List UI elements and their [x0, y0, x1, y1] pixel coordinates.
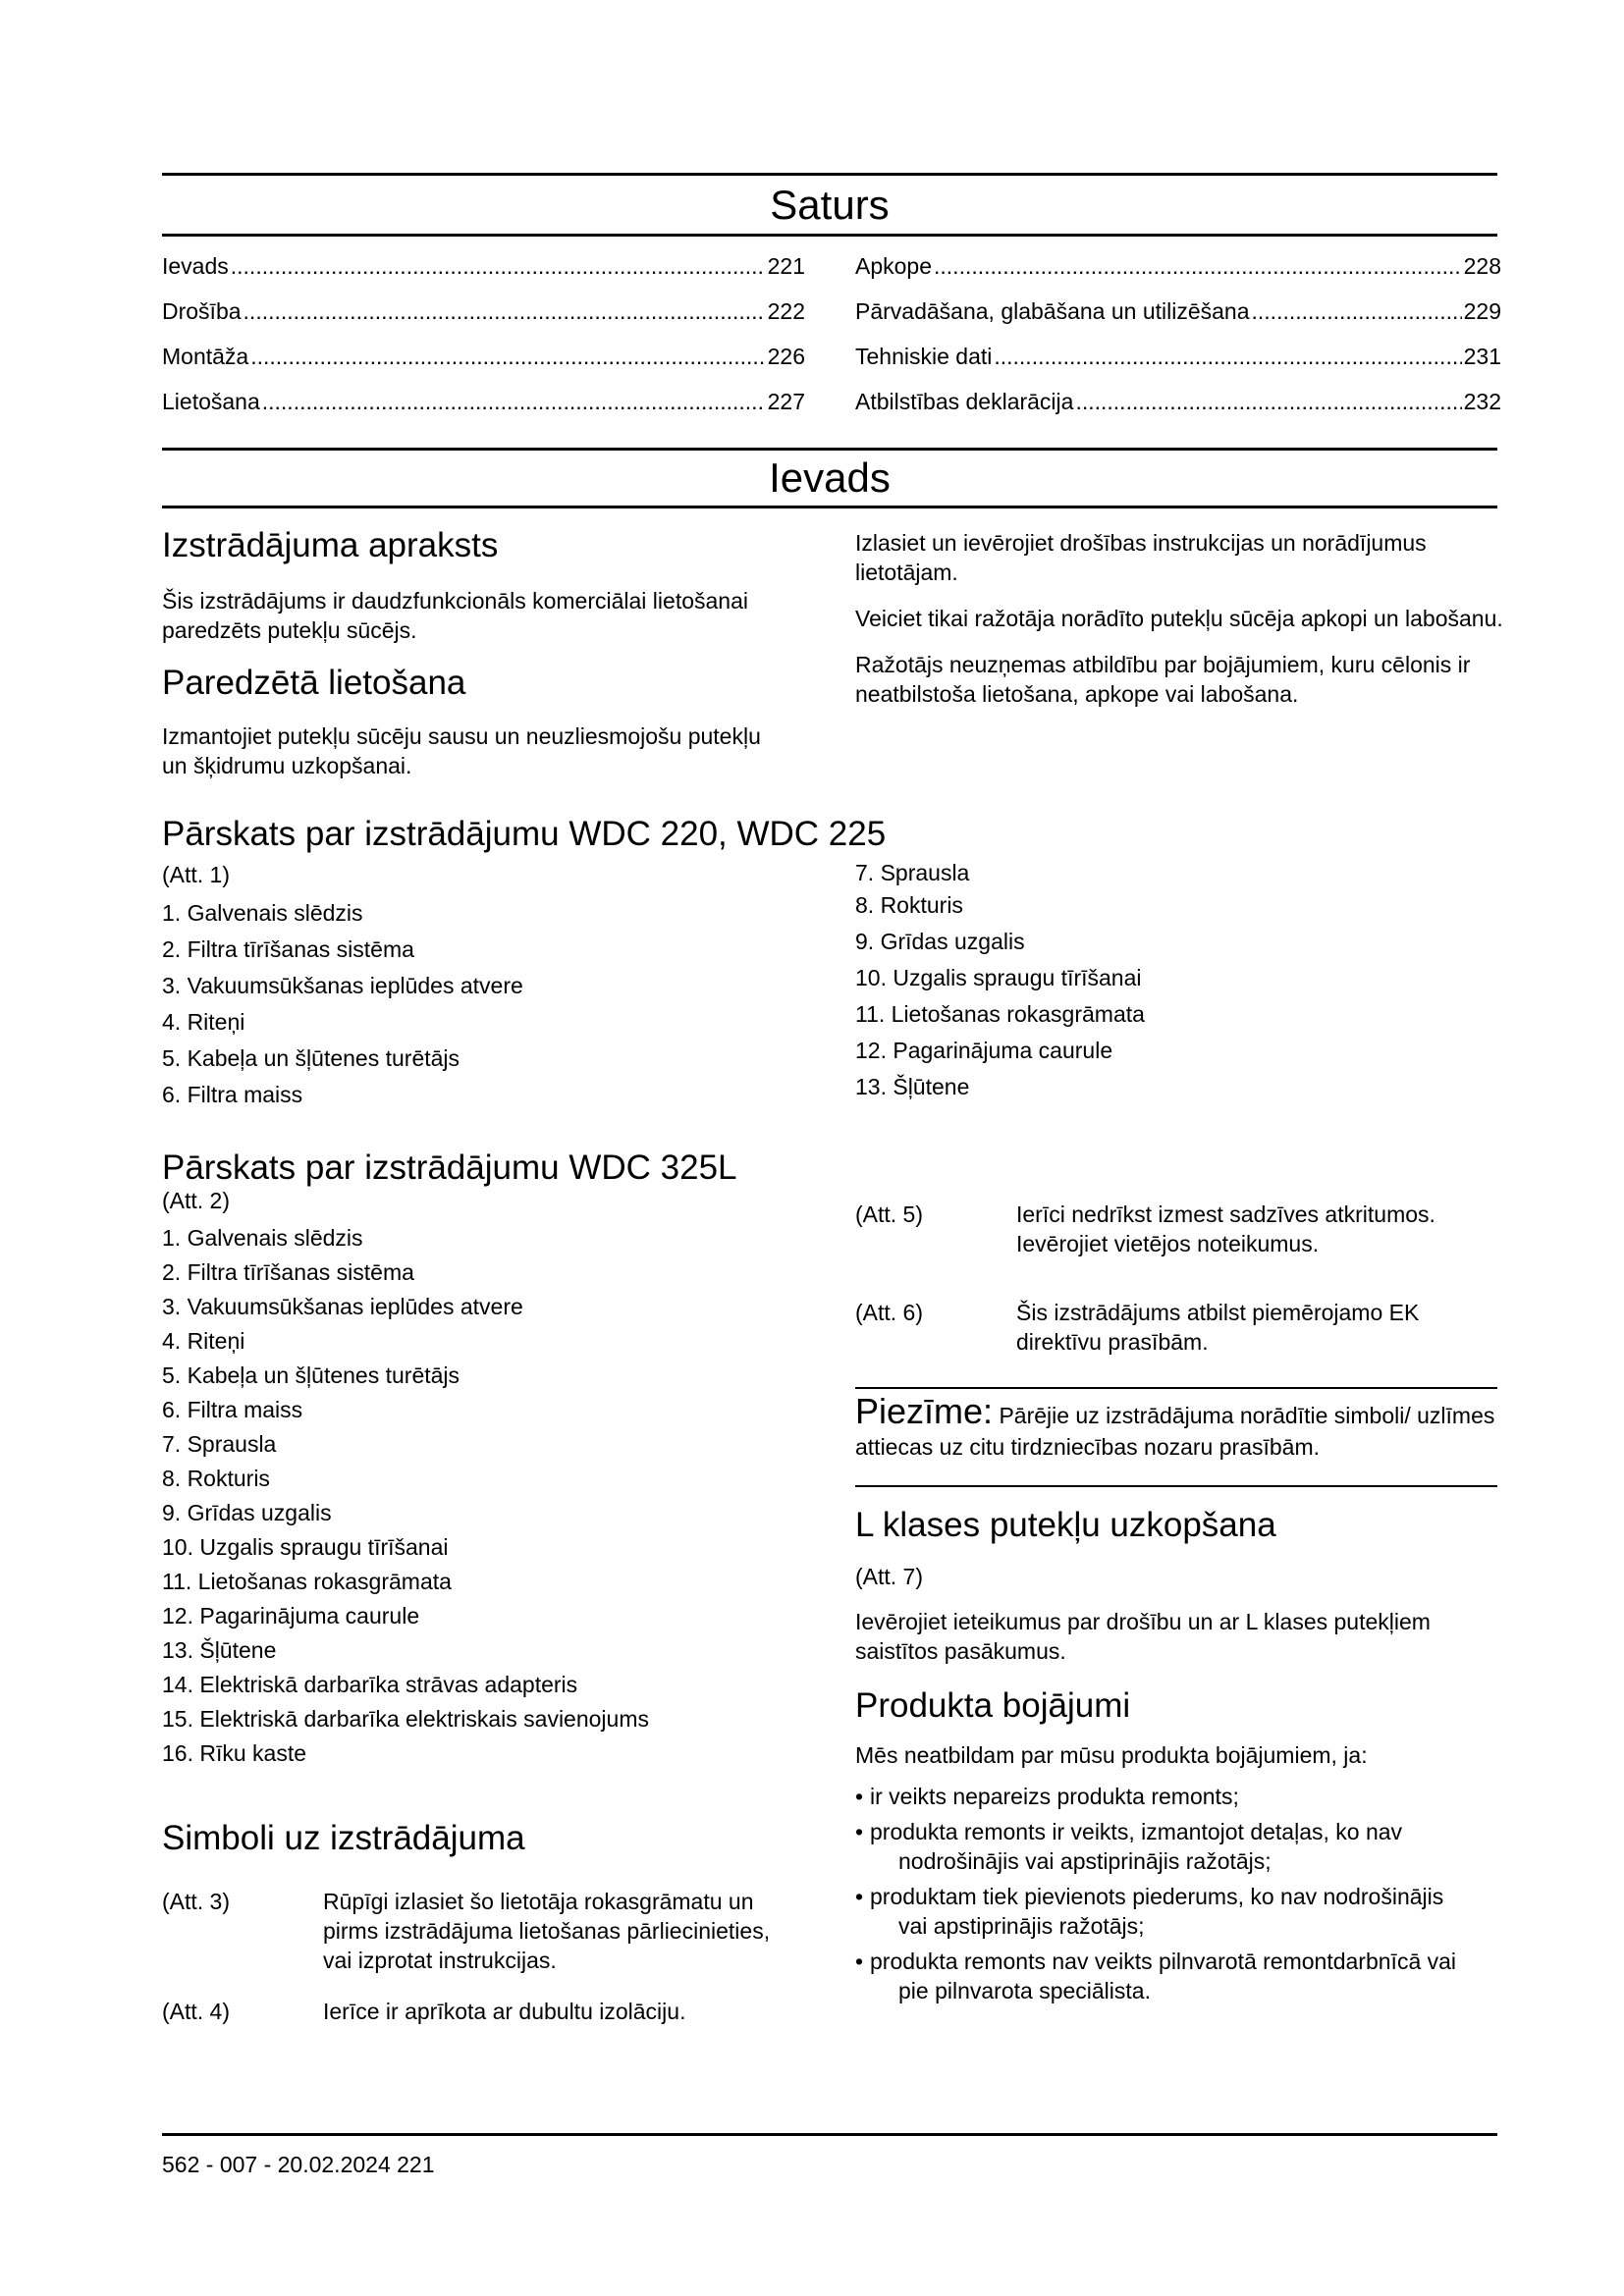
- symbols-section: [162, 1818, 810, 2026]
- note: [855, 1391, 1497, 1463]
- list-item: 2. Filtra tīrīšanas sistēma: [162, 1259, 414, 1285]
- toc-entry[interactable]: Atbilstības deklarācija ..... 232: [855, 387, 1501, 432]
- list-item: • produkta remonts ir veikts, izmantojot detaļas, ko nav nodrošinājis vai apstiprinājis ražotājs;: [855, 1819, 1403, 1874]
- page-footer: 562 - 007 - 20.02.2024 221: [162, 2152, 435, 2177]
- l-class-section: [855, 1505, 1503, 2011]
- overview1-right: [855, 858, 1503, 1105]
- symbol-entry: [855, 1200, 1503, 1258]
- intro-bottom-rule: [162, 506, 1497, 508]
- list-item: 5. Kabeļa un šļūtenes turētājs: [162, 1362, 460, 1388]
- symbol-text: Rūpīgi izlasiet šo lietotāja rokasgrāmatu un pirms izstrādājuma lietošanas pārliecinieties, vai izprotat instrukcijas.: [323, 1889, 771, 1973]
- intro-top-rule: [162, 448, 1497, 451]
- list-item: 6. Filtra maiss: [162, 1397, 303, 1422]
- intro-title: Ievads: [769, 454, 891, 501]
- list-item: 3. Vakuumsūkšanas ieplūdes atvere: [162, 973, 523, 998]
- intro-right-column: [855, 528, 1503, 709]
- list-item: 12. Pagarinājuma caurule: [855, 1038, 1113, 1063]
- toc-entry[interactable]: Pārvadāšana, glabāšana un utilizēšana ..... 229: [855, 296, 1501, 342]
- damage-intro: Mēs neatbildam par mūsu produkta bojājumiem, ja:: [855, 1742, 1368, 1768]
- toc-entry[interactable]: Montāža ..... 226: [162, 342, 805, 387]
- overview1-list-right: [855, 858, 1503, 1105]
- symbol-entry: [162, 1887, 810, 1975]
- list-item: 2. Filtra tīrīšanas sistēma: [162, 936, 414, 962]
- overview2-list: [162, 1221, 810, 1771]
- list-item: 11. Lietošanas rokasgrāmata: [855, 1001, 1145, 1027]
- list-item: • produktam tiek pievienots piederums, ko nav nodrošinājis vai apstiprinājis ražotājs;: [855, 1884, 1444, 1939]
- symbols-right: [855, 1200, 1503, 1357]
- symbol-figure-ref: (Att. 3): [162, 1889, 231, 1914]
- intro-paragraph: Izlasiet un ievērojiet drošības instrukcijas un norādījumus lietotājam.: [855, 530, 1427, 585]
- bullet: •: [855, 1819, 864, 1844]
- list-item: 16. Rīku kaste: [162, 1740, 307, 1766]
- intro-left-column: [162, 525, 810, 780]
- list-item: 9. Grīdas uzgalis: [855, 929, 1025, 954]
- list-item: 10. Uzgalis spraugu tīrīšanai: [855, 965, 1142, 990]
- list-item: 1. Galvenais slēdzis: [162, 900, 363, 926]
- list-item: 11. Lietošanas rokasgrāmata: [162, 1569, 452, 1594]
- footer-rule: [162, 2133, 1497, 2136]
- overview1-left: [162, 860, 810, 1113]
- toc-entry[interactable]: Tehniskie dati ..... 231: [855, 342, 1501, 387]
- toc-entry[interactable]: Ievads ..... 221: [162, 251, 805, 296]
- list-item: 5. Kabeļa un šļūtenes turētājs: [162, 1045, 460, 1071]
- list-item: 7. Sprausla: [855, 860, 970, 885]
- list-item: 15. Elektriskā darbarīka elektriskais savienojums: [162, 1706, 649, 1732]
- symbol-figure-ref: (Att. 6): [855, 1300, 924, 1325]
- l-class-figure-ref: (Att. 7): [855, 1564, 924, 1589]
- list-item: 8. Rokturis: [855, 892, 963, 918]
- contents-right-column: [855, 251, 1501, 432]
- damage-heading: Produkta bojājumi: [855, 1686, 1131, 1725]
- symbol-figure-ref: (Att. 5): [855, 1201, 924, 1227]
- note-bottom-rule: [855, 1485, 1497, 1487]
- intro-paragraph: Veiciet tikai ražotāja norādīto putekļu sūcēja apkopi un labošanu.: [855, 606, 1503, 631]
- list-item: • ir veikts nepareizs produkta remonts;: [855, 1784, 1239, 1809]
- contents-title: Saturs: [770, 182, 890, 228]
- list-item: 14. Elektriskā darbarīka strāvas adapteris: [162, 1672, 578, 1697]
- symbol-text: Ierīci nedrīkst izmest sadzīves atkritumos. Ievērojiet vietējos noteikumus.: [1016, 1201, 1435, 1256]
- toc-entry[interactable]: Drošība ..... 222: [162, 296, 805, 342]
- symbol-text: Ierīce ir aprīkota ar dubultu izolāciju.: [323, 1999, 686, 2024]
- product-description-heading: Izstrādājuma apraksts: [162, 526, 499, 564]
- overview1-heading: Pārskats par izstrādājumu WDC 220, WDC 225: [162, 815, 887, 853]
- bullet: •: [855, 1949, 864, 1974]
- list-item: 12. Pagarinājuma caurule: [162, 1603, 420, 1629]
- symbol-figure-ref: (Att. 4): [162, 1999, 231, 2024]
- note-label: Piezīme:: [855, 1391, 994, 1431]
- list-item: 1. Galvenais slēdzis: [162, 1225, 363, 1251]
- damage-list: [855, 1782, 1464, 2005]
- symbols-heading: Simboli uz izstrādājuma: [162, 1819, 525, 1857]
- toc-entry[interactable]: Lietošana ..... 227: [162, 387, 805, 432]
- symbol-entry: [855, 1298, 1503, 1357]
- symbol-text: Šis izstrādājums atbilst piemērojamo EK direktīvu prasībām.: [1016, 1300, 1420, 1355]
- list-item: 9. Grīdas uzgalis: [162, 1500, 332, 1525]
- bullet: •: [855, 1784, 864, 1809]
- list-item: 7. Sprausla: [162, 1431, 277, 1457]
- list-item: 4. Riteņi: [162, 1009, 245, 1035]
- toc-entry[interactable]: Apkope ..... 228: [855, 251, 1501, 296]
- overview2-section: [162, 1148, 810, 1771]
- overview1-figure-ref: (Att. 1): [162, 862, 231, 887]
- overview1-list-left: [162, 895, 810, 1113]
- contents-top-rule: [162, 173, 1497, 176]
- list-item: 10. Uzgalis spraugu tīrīšanai: [162, 1534, 449, 1560]
- intended-use-text: Izmantojiet putekļu sūcēju sausu un neuzliesmojošu putekļu un šķidrumu uzkopšanai.: [162, 723, 761, 778]
- l-class-text: Ievērojiet ieteikumus par drošību un ar L klases putekļiem saistītos pasākumus.: [855, 1609, 1431, 1664]
- overview2-heading: Pārskats par izstrādājumu WDC 325L: [162, 1148, 737, 1187]
- symbol-entry: [162, 1997, 810, 2026]
- intended-use-heading: Paredzētā lietošana: [162, 664, 466, 702]
- list-item: 13. Šļūtene: [855, 1074, 970, 1099]
- bullet: •: [855, 1884, 864, 1909]
- list-item: 13. Šļūtene: [162, 1637, 277, 1663]
- overview2-figure-ref: (Att. 2): [162, 1188, 231, 1213]
- contents-bottom-rule: [162, 234, 1497, 237]
- product-description-text: Šis izstrādājums ir daudzfunkcionāls komerciālai lietošanai paredzēts putekļu sūcējs.: [162, 588, 748, 643]
- list-item: 3. Vakuumsūkšanas ieplūdes atvere: [162, 1294, 523, 1319]
- list-item: 8. Rokturis: [162, 1466, 270, 1491]
- note-text: Pārējie uz izstrādājuma norādītie simboli/ uzlīmes attiecas uz citu tirdzniecības nozaru prasībām.: [855, 1403, 1495, 1460]
- list-item: 6. Filtra maiss: [162, 1082, 303, 1107]
- note-top-rule: [855, 1387, 1497, 1389]
- intro-paragraph: Ražotājs neuzņemas atbildību par bojājumiem, kuru cēlonis ir neatbilstoša lietošana, apkope vai labošana.: [855, 652, 1471, 707]
- contents-left-column: [162, 251, 805, 432]
- list-item: • produkta remonts nav veikts pilnvarotā remontdarbnīcā vai pie pilnvarota speciālista.: [855, 1949, 1457, 2003]
- l-class-heading: L klases putekļu uzkopšana: [855, 1506, 1276, 1544]
- list-item: 4. Riteņi: [162, 1328, 245, 1354]
